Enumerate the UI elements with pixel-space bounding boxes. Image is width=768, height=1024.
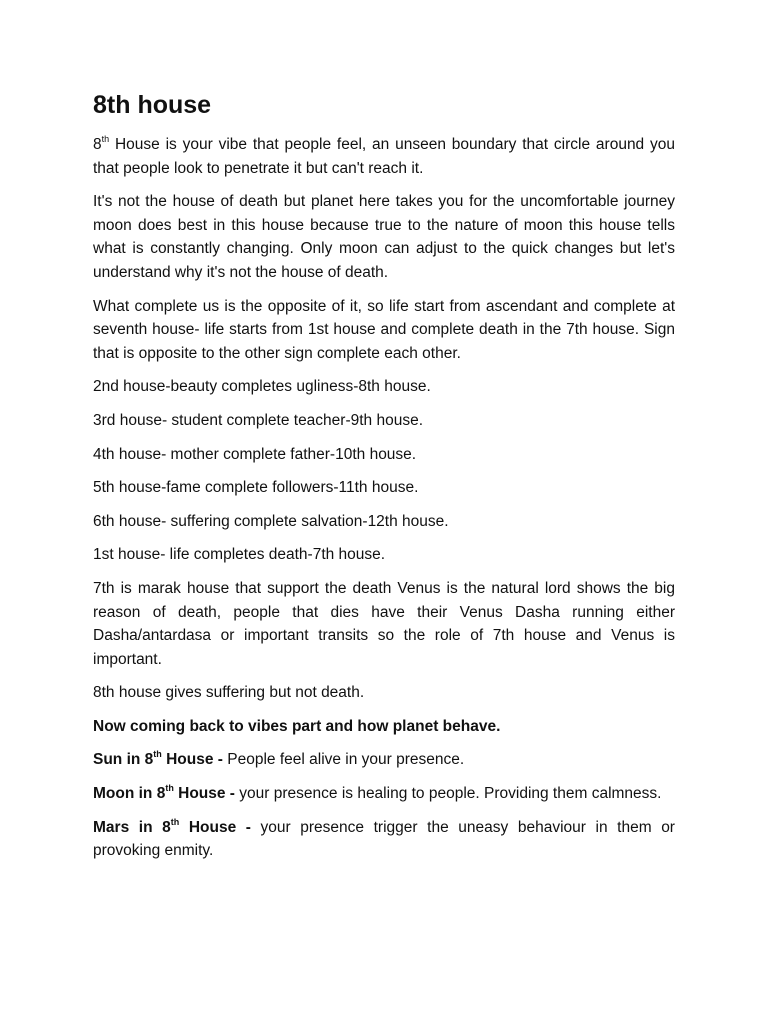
- intro-superscript: th: [101, 133, 110, 144]
- paragraph-suffering: 8th house gives suffering but not death.: [93, 684, 365, 702]
- planet-item-moon: [93, 782, 675, 806]
- pair-line: 5th house-fame complete followers-11th house.: [93, 479, 419, 497]
- vibes-heading: Now coming back to vibes part and how planet behave.: [93, 717, 501, 735]
- pair-line: 4th house- mother complete father-10th house.: [93, 445, 417, 463]
- paragraph-opposites: What complete us is the opposite of it, so life start from ascendant and complete at seventh house- life starts from 1st house and complete death in the 7th house. Sign that is opposite to the other sign complete each other.: [93, 297, 675, 362]
- planet-label: Mars in 8th House -: [93, 816, 251, 836]
- pair-line: 3rd house- student complete teacher-9th house.: [93, 411, 424, 429]
- planet-item-sun: [93, 748, 675, 772]
- paragraph-marak: 7th is marak house that support the death Venus is the natural lord shows the big reason of death, people that dies have their Venus Dasha running either Dasha/antardasa or important transits so the role of 7th house and Venus is important.: [93, 579, 675, 668]
- planet-label: Moon in 8th House -: [93, 782, 235, 803]
- pair-line: 2nd house-beauty completes ugliness-8th house.: [93, 378, 431, 396]
- planet-text: your presence trigger the uneasy behaviour in them or provoking enmity.: [93, 818, 675, 860]
- intro-text: House is your vibe that people feel, an unseen boundary that circle around you that people look to penetrate it but can't reach it.: [93, 136, 675, 177]
- intro-number: 8: [93, 136, 102, 153]
- paragraph-death-house: It's not the house of death but planet here takes you for the uncomfortable journey moon does best in this house because true to the nature of moon this house tells what is constantly changing. Only moon can adjust to the quick changes but let's understand why it's not the house of death.: [93, 193, 675, 281]
- intro-paragraph: [93, 133, 675, 180]
- planet-text: People feel alive in your presence.: [222, 751, 465, 769]
- document-page: [93, 88, 675, 873]
- planet-item-mars: [93, 816, 675, 863]
- planet-text: your presence is healing to people. Providing them calmness.: [234, 785, 662, 803]
- document-title: 8th house: [93, 91, 212, 119]
- planet-label: Sun in 8th House -: [93, 749, 223, 769]
- pair-line: 1st house- life completes death-7th house.: [93, 546, 386, 564]
- pair-line: 6th house- suffering complete salvation-12th house.: [93, 512, 449, 530]
